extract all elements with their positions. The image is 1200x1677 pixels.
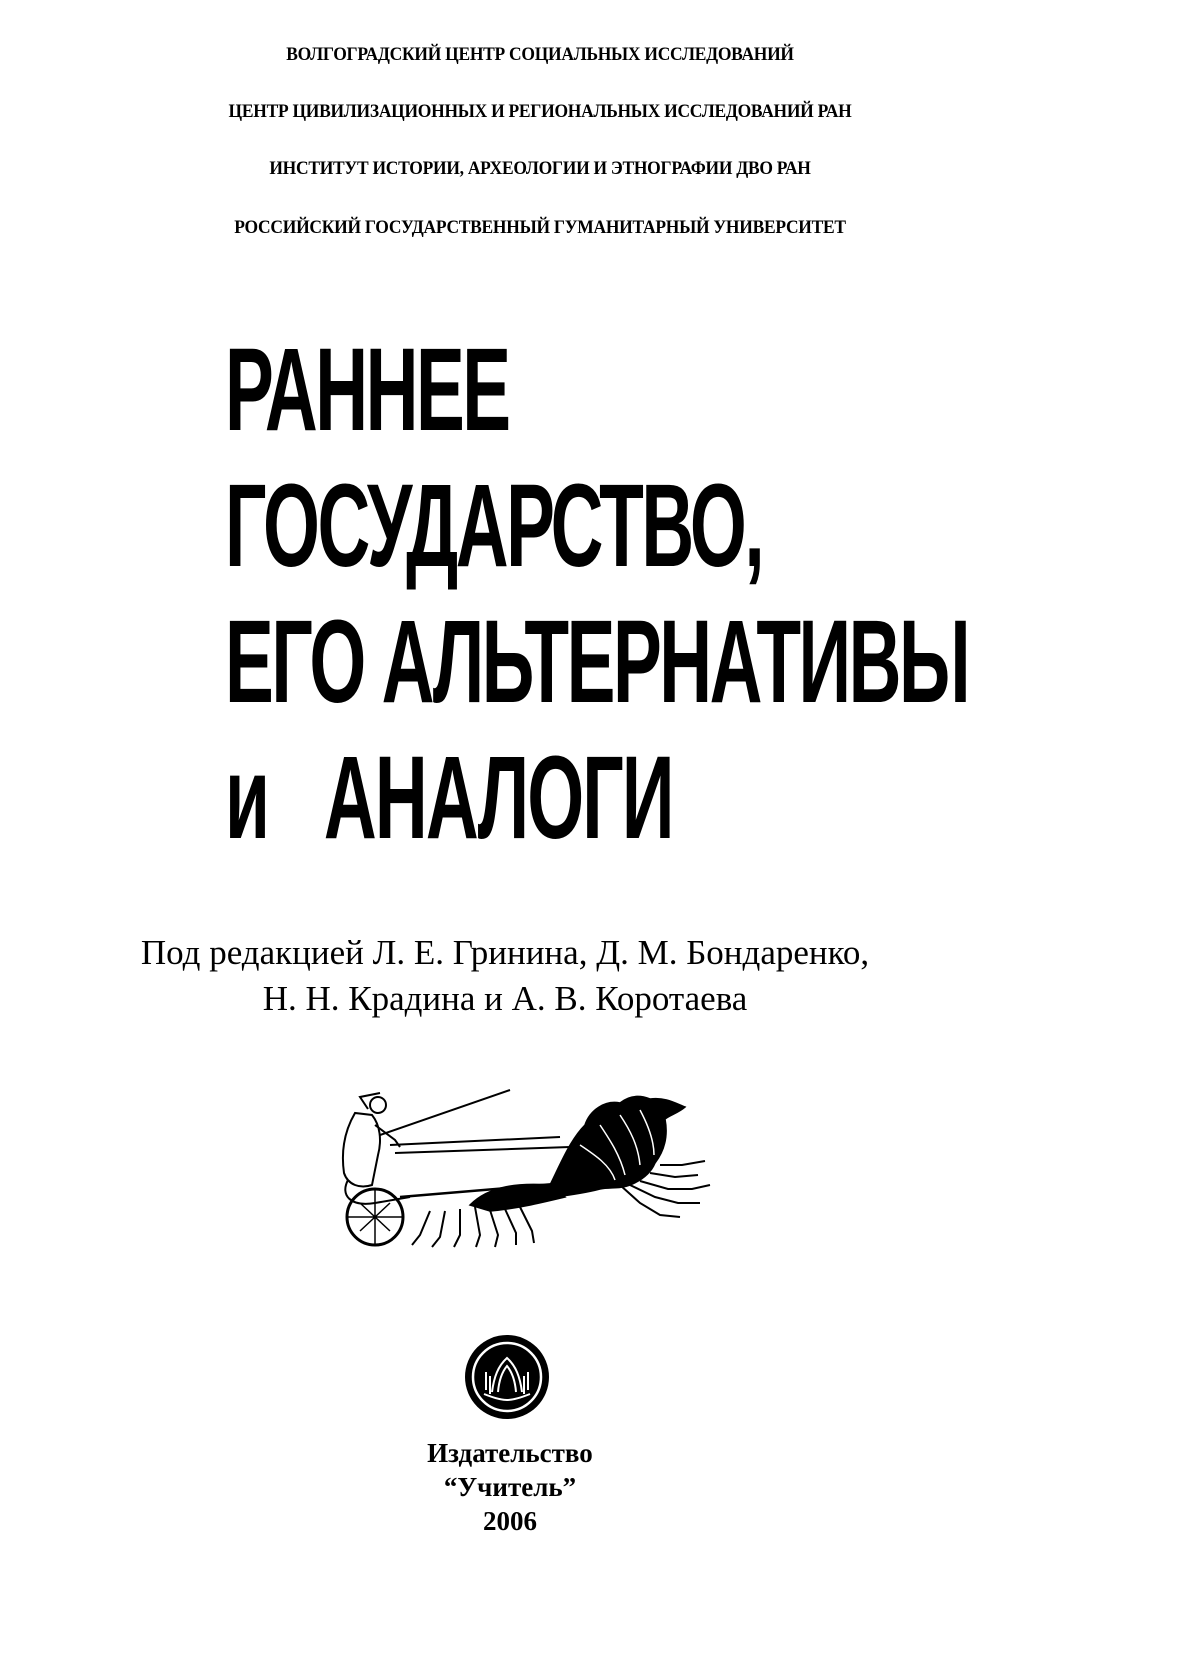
editors-line-2: Н. Н. Крадина и А. В. Коротаева bbox=[262, 979, 748, 1018]
organization-line-4: РОССИЙСКИЙ ГОСУДАРСТВЕННЫЙ ГУМАНИТАРНЫЙ УНИВЕРСИТЕТ bbox=[234, 217, 846, 238]
editors-line-1: Под редакцией Л. Е. Гринина, Д. М. Бондаренко, bbox=[140, 933, 870, 972]
title-line-2: ГОСУДАРСТВО, bbox=[225, 460, 763, 592]
title-line-4-main: АНАЛОГИ bbox=[323, 732, 673, 864]
publisher-label: Издательство bbox=[427, 1438, 593, 1468]
organization-line-1: ВОЛГОГРАДСКИЙ ЦЕНТР СОЦИАЛЬНЫХ ИССЛЕДОВАНИЙ bbox=[286, 44, 794, 65]
organization-line-3: ИНСТИТУТ ИСТОРИИ, АРХЕОЛОГИИ И ЭТНОГРАФИИ ДВО РАН bbox=[269, 158, 811, 179]
publication-year: 2006 bbox=[483, 1506, 537, 1536]
book-title bbox=[225, 322, 1200, 866]
publisher-name: “Учитель” bbox=[443, 1472, 577, 1502]
title-line-4 bbox=[225, 730, 968, 866]
title-line-4-prefix: и bbox=[225, 732, 269, 864]
chariot-illustration-icon bbox=[320, 1085, 720, 1255]
organization-line-2: ЦЕНТР ЦИВИЛИЗАЦИОННЫХ И РЕГИОНАЛЬНЫХ ИССЛЕДОВАНИЙ РАН bbox=[228, 101, 852, 122]
title-line-3: ЕГО АЛЬТЕРНАТИВЫ bbox=[225, 596, 969, 728]
title-line-1: РАННЕЕ bbox=[225, 324, 509, 456]
publisher-logo-icon bbox=[462, 1332, 552, 1422]
